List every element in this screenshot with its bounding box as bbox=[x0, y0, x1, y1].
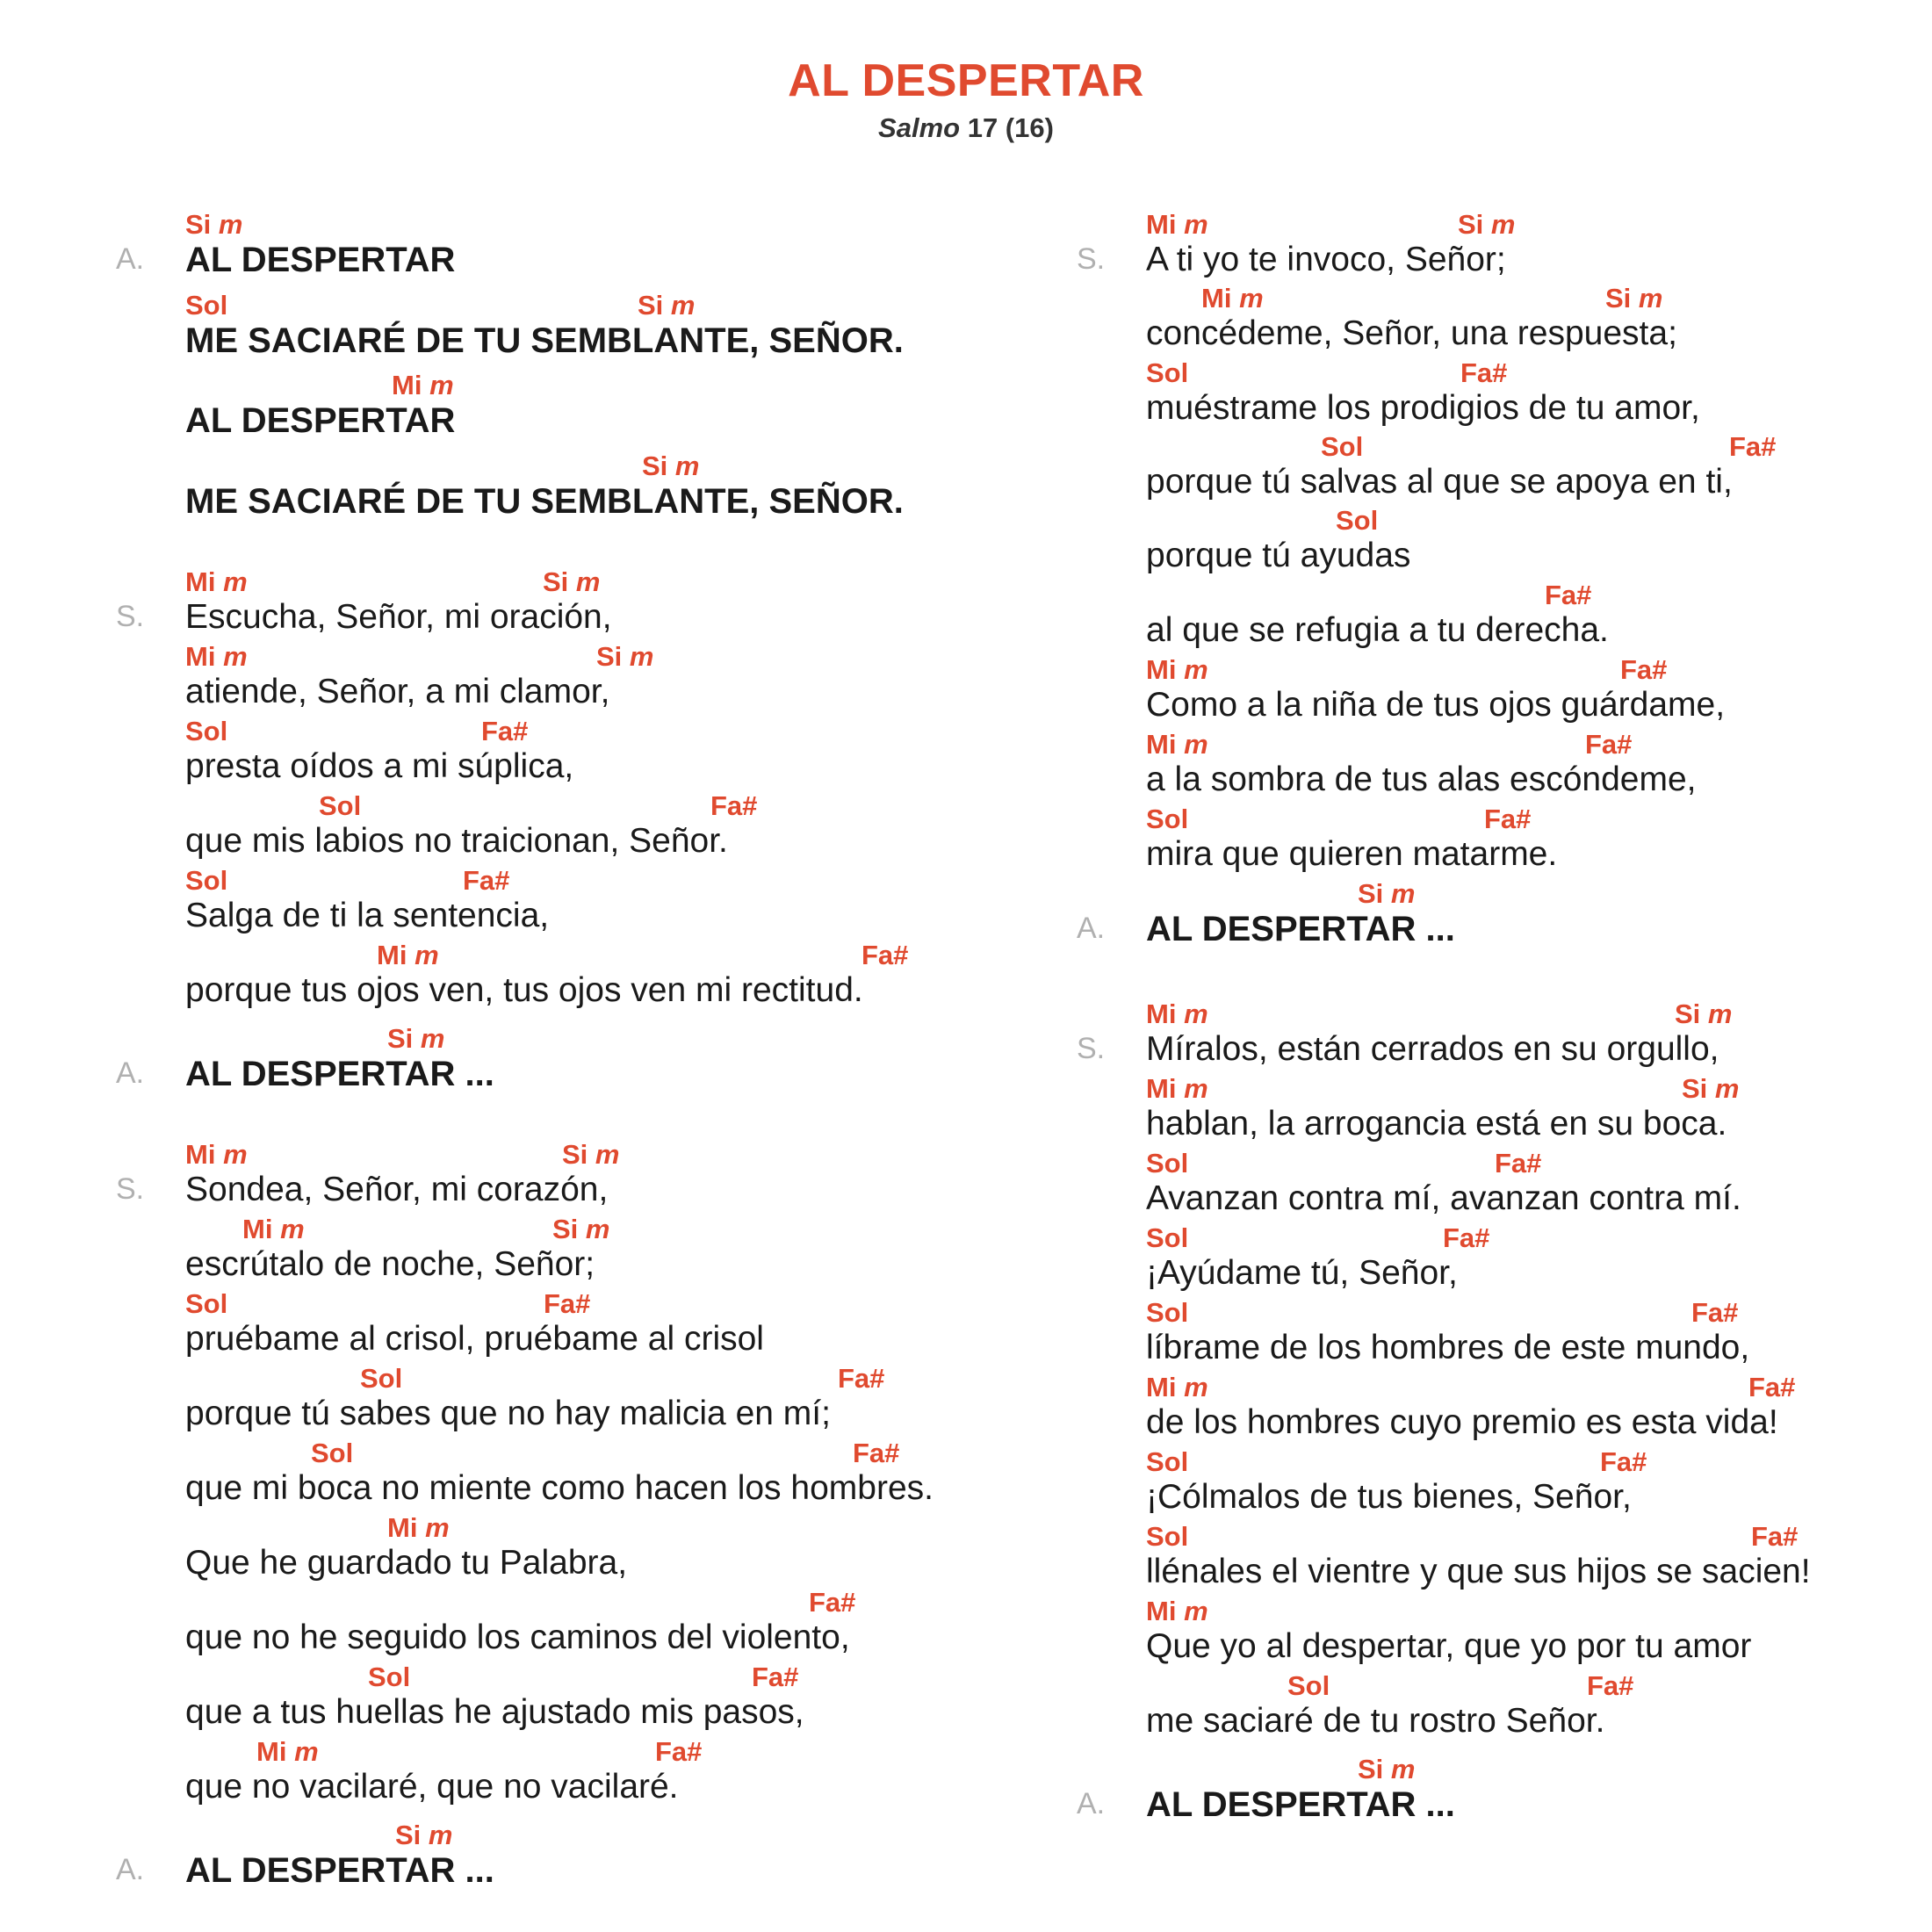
lyric-text: porque tú sabes que no hay malicia en mí; bbox=[185, 1395, 831, 1432]
soloist-marker: S. bbox=[116, 1172, 145, 1206]
chord-root: Sol bbox=[185, 1288, 228, 1319]
chord-label bbox=[1545, 580, 1591, 611]
chord-label bbox=[1146, 1446, 1188, 1478]
chord-label bbox=[543, 566, 601, 598]
chord-row bbox=[1146, 998, 1932, 1034]
chord-row bbox=[1146, 1372, 1932, 1407]
lyric-text: muéstrame los prodigios de tu amor, bbox=[1146, 389, 1700, 427]
chord-quality: m bbox=[428, 1820, 453, 1850]
chord-label bbox=[1748, 1372, 1795, 1403]
chord-row bbox=[1146, 1670, 1932, 1705]
chord-row bbox=[1146, 357, 1932, 393]
chord-label bbox=[638, 290, 696, 321]
lyric-text: que mis labios no traicionan, Señor. bbox=[185, 822, 728, 860]
chord-root: Sol bbox=[1146, 804, 1189, 834]
chord-root: Fa# bbox=[1729, 431, 1777, 462]
chord-root: Mi bbox=[377, 940, 407, 970]
chord-root: Fa# bbox=[1748, 1372, 1796, 1402]
chord-root: Fa# bbox=[1600, 1446, 1647, 1477]
chord-root: Si bbox=[638, 290, 664, 321]
chord-label bbox=[256, 1736, 319, 1768]
chord-row bbox=[1146, 1073, 1932, 1108]
chord-root: Fa# bbox=[463, 865, 510, 896]
chord-label bbox=[311, 1438, 353, 1469]
lyric-text: a la sombra de tus alas escóndeme, bbox=[1146, 761, 1697, 798]
verse-line bbox=[1146, 580, 1932, 660]
verse-line bbox=[1146, 804, 1932, 884]
chord-quality: m bbox=[1239, 283, 1264, 314]
chord-root: Sol bbox=[185, 716, 228, 746]
verse-line bbox=[1146, 357, 1932, 438]
chord-root: Mi bbox=[256, 1736, 287, 1767]
chord-row bbox=[1146, 580, 1932, 615]
chord-quality: m bbox=[280, 1214, 305, 1244]
lyric-text: que no vacilaré, que no vacilaré. bbox=[185, 1768, 679, 1806]
lyric-text: hablan, la arrogancia está en su boca. bbox=[1146, 1105, 1727, 1143]
chord-label bbox=[853, 1438, 899, 1469]
lyric-text: al que se refugia a tu derecha. bbox=[1146, 611, 1609, 649]
chord-label bbox=[1146, 729, 1208, 761]
chord-quality: m bbox=[1184, 209, 1208, 240]
chord-row bbox=[1146, 209, 1932, 244]
chord-root: Mi bbox=[1146, 998, 1177, 1029]
chord-quality: m bbox=[420, 1023, 445, 1054]
chord-label bbox=[1495, 1148, 1541, 1179]
chord-label bbox=[387, 1512, 450, 1544]
chord-label bbox=[544, 1288, 590, 1320]
chord-root: Sol bbox=[1321, 431, 1364, 462]
chord-root: Fa# bbox=[1691, 1297, 1739, 1328]
lyric-text: AL DESPERTAR ... bbox=[185, 1055, 494, 1093]
verse-line bbox=[1146, 1596, 1932, 1676]
antiphon-line bbox=[1077, 878, 1932, 959]
chord-row bbox=[1146, 1754, 1932, 1789]
chord-quality: m bbox=[1638, 283, 1663, 314]
chord-quality: m bbox=[1184, 1596, 1208, 1626]
chord-label bbox=[377, 940, 439, 971]
verse-line bbox=[1146, 1222, 1932, 1303]
lyric-text: A ti yo te invoco, Señor; bbox=[1146, 241, 1506, 278]
chord-label bbox=[1146, 1521, 1188, 1553]
chord-root: Sol bbox=[368, 1662, 411, 1692]
lyric-text: AL DESPERTAR bbox=[185, 401, 456, 440]
chord-root: Mi bbox=[387, 1512, 418, 1543]
lyric-text: Sondea, Señor, mi corazón, bbox=[185, 1171, 609, 1208]
chord-root: Si bbox=[596, 641, 623, 672]
chord-label bbox=[1146, 1596, 1208, 1627]
lyric-text: que no he seguido los caminos del violento, bbox=[185, 1618, 850, 1656]
chord-label bbox=[368, 1662, 410, 1693]
lyric-text: Míralos, están cerrados en su orgullo, bbox=[1146, 1030, 1719, 1068]
chord-root: Sol bbox=[1146, 1446, 1189, 1477]
chord-quality: m bbox=[1184, 1372, 1208, 1402]
chord-root: Fa# bbox=[1585, 729, 1633, 760]
chord-label bbox=[596, 641, 654, 673]
chord-root: Fa# bbox=[1495, 1148, 1542, 1179]
chord-row bbox=[1146, 1148, 1932, 1183]
chord-root: Fa# bbox=[1751, 1521, 1799, 1552]
lyric-text: me saciaré de tu rostro Señor. bbox=[1146, 1702, 1605, 1740]
chord-root: Fa# bbox=[853, 1438, 900, 1468]
chord-row bbox=[1146, 1596, 1932, 1631]
lyric-text: AL DESPERTAR ... bbox=[1146, 910, 1455, 948]
verse-line bbox=[1146, 431, 1932, 512]
chord-root: Fa# bbox=[1587, 1670, 1634, 1701]
chord-quality: m bbox=[629, 641, 654, 672]
assembly-marker: A. bbox=[1077, 1787, 1106, 1820]
chord-label bbox=[752, 1662, 798, 1693]
chord-root: Fa# bbox=[655, 1736, 703, 1767]
lyric-text: llénales el vientre y que sus hijos se sacien! bbox=[1146, 1553, 1811, 1590]
chord-quality: m bbox=[670, 290, 696, 321]
chord-label bbox=[562, 1139, 620, 1171]
chord-label bbox=[1146, 357, 1188, 389]
chord-root: Si bbox=[1458, 209, 1484, 240]
chord-root: Si bbox=[562, 1139, 588, 1170]
chord-row bbox=[1146, 505, 1932, 540]
chord-label bbox=[1146, 1372, 1208, 1403]
chord-root: Si bbox=[1675, 998, 1701, 1029]
chord-label bbox=[1682, 1073, 1740, 1105]
chord-root: Si bbox=[1605, 283, 1632, 314]
chord-label bbox=[861, 940, 908, 971]
chord-root: Sol bbox=[311, 1438, 354, 1468]
chord-root: Si bbox=[1358, 1754, 1384, 1784]
lyric-text: de los hombres cuyo premio es esta vida! bbox=[1146, 1403, 1778, 1441]
verse-line bbox=[1146, 1521, 1932, 1602]
lyric-text: Como a la niña de tus ojos guárdame, bbox=[1146, 686, 1726, 724]
chord-root: Sol bbox=[360, 1363, 403, 1394]
lyric-text: concédeme, Señor, una respuesta; bbox=[1146, 314, 1677, 352]
chord-label bbox=[1600, 1446, 1647, 1478]
lyric-text: porque tus ojos ven, tus ojos ven mi rectitud. bbox=[185, 971, 863, 1009]
lyric-text: Que he guardado tu Palabra, bbox=[185, 1544, 628, 1582]
lyric-text: ¡Ayúdame tú, Señor, bbox=[1146, 1254, 1458, 1292]
verse-line bbox=[1146, 1148, 1932, 1229]
chord-label bbox=[185, 641, 248, 673]
chord-label bbox=[1146, 1148, 1188, 1179]
lyric-text: porque tú salvas al que se apoya en ti, bbox=[1146, 463, 1733, 501]
chord-label bbox=[185, 716, 227, 747]
chord-label bbox=[838, 1363, 884, 1395]
lyric-text: ME SACIARÉ DE TU SEMBLANTE, SEÑOR. bbox=[185, 321, 904, 360]
lyric-text: AL DESPERTAR ... bbox=[1146, 1785, 1455, 1824]
chord-label bbox=[1358, 1754, 1416, 1785]
chord-root: Fa# bbox=[1443, 1222, 1490, 1253]
chord-root: Si bbox=[395, 1820, 422, 1850]
chord-quality: m bbox=[1184, 998, 1208, 1029]
verse-line bbox=[1077, 998, 1932, 1079]
chord-quality: m bbox=[415, 940, 439, 970]
verse-line bbox=[1146, 1372, 1932, 1453]
chord-root: Mi bbox=[1146, 209, 1177, 240]
chord-root: Sol bbox=[1146, 357, 1189, 388]
lyric-text: Salga de ti la sentencia, bbox=[185, 897, 550, 934]
chord-label bbox=[710, 790, 757, 822]
chord-label bbox=[1146, 654, 1208, 686]
chord-label bbox=[642, 451, 700, 482]
chord-label bbox=[1587, 1670, 1633, 1702]
verse-line bbox=[1146, 1073, 1932, 1154]
chord-quality: m bbox=[1184, 1073, 1208, 1104]
chord-label bbox=[552, 1214, 610, 1245]
soloist-marker: S. bbox=[1077, 242, 1106, 276]
chord-quality: m bbox=[223, 1139, 248, 1170]
chord-quality: m bbox=[223, 641, 248, 672]
chord-label bbox=[1460, 357, 1507, 389]
lyric-text: Avanzan contra mí, avanzan contra mí. bbox=[1146, 1179, 1741, 1217]
chord-row bbox=[1146, 804, 1932, 839]
chord-root: Fa# bbox=[544, 1288, 591, 1319]
chord-row bbox=[1146, 283, 1932, 318]
chord-label bbox=[1751, 1521, 1798, 1553]
song-title: AL DESPERTAR bbox=[788, 55, 1144, 106]
chord-label bbox=[1321, 431, 1363, 463]
chord-root: Mi bbox=[1146, 729, 1177, 760]
chord-label bbox=[360, 1363, 402, 1395]
chord-root: Fa# bbox=[1545, 580, 1592, 610]
lyric-text: Que yo al despertar, que yo por tu amor bbox=[1146, 1627, 1752, 1665]
soloist-marker: S. bbox=[116, 600, 145, 633]
verse-line bbox=[1146, 729, 1932, 810]
chord-label bbox=[1691, 1297, 1738, 1329]
chord-row bbox=[1146, 1297, 1932, 1332]
chord-row bbox=[1146, 1446, 1932, 1481]
chord-label bbox=[1146, 1297, 1188, 1329]
chord-quality: m bbox=[425, 1512, 450, 1543]
lyric-text: AL DESPERTAR ... bbox=[185, 1851, 494, 1890]
chord-root: Mi bbox=[1146, 1073, 1177, 1104]
assembly-marker: A. bbox=[1077, 912, 1106, 945]
chord-label bbox=[463, 865, 509, 897]
chord-label bbox=[1146, 209, 1208, 241]
chord-root: Mi bbox=[392, 370, 422, 400]
assembly-marker: A. bbox=[116, 1056, 145, 1090]
chord-root: Mi bbox=[1146, 1596, 1177, 1626]
chord-label bbox=[1675, 998, 1733, 1030]
chord-root: Sol bbox=[1146, 1297, 1189, 1328]
chord-label bbox=[1336, 505, 1378, 537]
chord-root: Fa# bbox=[710, 790, 758, 821]
lyric-text: escrútalo de noche, Señor; bbox=[185, 1245, 595, 1283]
chord-root: Fa# bbox=[1484, 804, 1532, 834]
chord-root: Si bbox=[1358, 878, 1384, 909]
chord-quality: m bbox=[1184, 729, 1208, 760]
chord-quality: m bbox=[1714, 1073, 1740, 1104]
lyric-text: Escucha, Señor, mi oración, bbox=[185, 598, 612, 636]
chord-label bbox=[1146, 1222, 1188, 1254]
chord-root: Mi bbox=[1146, 654, 1177, 685]
chord-label bbox=[1287, 1670, 1330, 1702]
chord-root: Fa# bbox=[838, 1363, 885, 1394]
chord-root: Si bbox=[387, 1023, 414, 1054]
chord-label bbox=[809, 1587, 855, 1618]
chord-label bbox=[392, 370, 454, 401]
chord-root: Fa# bbox=[809, 1587, 856, 1618]
chord-label bbox=[1358, 878, 1416, 910]
chord-root: Mi bbox=[185, 566, 216, 597]
chord-label bbox=[185, 209, 243, 241]
chord-quality: m bbox=[595, 1139, 620, 1170]
soloist-marker: S. bbox=[1077, 1032, 1106, 1065]
assembly-marker: A. bbox=[116, 1853, 145, 1886]
chord-root: Fa# bbox=[1460, 357, 1508, 388]
chord-label bbox=[1146, 998, 1208, 1030]
chord-root: Sol bbox=[1146, 1521, 1189, 1552]
chord-root: Si bbox=[185, 209, 212, 240]
verse-line bbox=[1146, 283, 1932, 364]
chord-label bbox=[481, 716, 528, 747]
lyric-text: que a tus huellas he ajustado mis pasos, bbox=[185, 1693, 804, 1731]
verse-line bbox=[1146, 505, 1932, 586]
chord-root: Si bbox=[543, 566, 569, 597]
chord-root: Mi bbox=[185, 641, 216, 672]
chord-row bbox=[1146, 729, 1932, 764]
chord-label bbox=[185, 290, 227, 321]
chord-label bbox=[387, 1023, 445, 1055]
chord-row bbox=[1146, 878, 1932, 913]
chord-root: Si bbox=[1682, 1073, 1708, 1104]
chord-label bbox=[185, 566, 248, 598]
chord-root: Si bbox=[642, 451, 668, 481]
chord-label bbox=[1605, 283, 1663, 314]
chord-label bbox=[395, 1820, 453, 1851]
chord-row bbox=[1146, 654, 1932, 689]
chord-label bbox=[1201, 283, 1264, 314]
chord-root: Sol bbox=[319, 790, 362, 821]
chord-root: Sol bbox=[185, 865, 228, 896]
chord-quality: m bbox=[585, 1214, 610, 1244]
chord-quality: m bbox=[674, 451, 700, 481]
verse-line bbox=[1077, 209, 1932, 290]
chord-root: Mi bbox=[242, 1214, 273, 1244]
chord-quality: m bbox=[218, 209, 243, 240]
chord-root: Sol bbox=[1287, 1670, 1330, 1701]
chord-root: Sol bbox=[1146, 1222, 1189, 1253]
chord-root: Sol bbox=[1336, 505, 1379, 536]
chord-quality: m bbox=[1707, 998, 1733, 1029]
chord-row bbox=[1146, 1521, 1932, 1556]
chord-label bbox=[1146, 1073, 1208, 1105]
chord-root: Fa# bbox=[481, 716, 529, 746]
lyric-text: pruébame al crisol, pruébame al crisol bbox=[185, 1320, 764, 1358]
chord-quality: m bbox=[429, 370, 454, 400]
chord-label bbox=[1484, 804, 1531, 835]
assembly-marker: A. bbox=[116, 242, 145, 276]
verse-line bbox=[1146, 1446, 1932, 1527]
chord-quality: m bbox=[294, 1736, 319, 1767]
chord-root: Mi bbox=[1201, 283, 1232, 314]
lyric-text: atiende, Señor, a mi clamor, bbox=[185, 673, 610, 710]
chord-root: Fa# bbox=[861, 940, 909, 970]
chord-row bbox=[1146, 431, 1932, 466]
chord-label bbox=[1443, 1222, 1489, 1254]
chord-root: Si bbox=[552, 1214, 579, 1244]
chord-root: Fa# bbox=[1620, 654, 1668, 685]
chord-root: Fa# bbox=[752, 1662, 799, 1692]
chord-row bbox=[1146, 1222, 1932, 1258]
lyric-text: ME SACIARÉ DE TU SEMBLANTE, SEÑOR. bbox=[185, 482, 904, 521]
lyric-text: mira que quieren matarme. bbox=[1146, 835, 1558, 873]
lyric-text: AL DESPERTAR bbox=[185, 241, 456, 279]
lyric-text: presta oídos a mi súplica, bbox=[185, 747, 574, 785]
chord-root: Mi bbox=[185, 1139, 216, 1170]
chord-quality: m bbox=[223, 566, 248, 597]
subtitle-number: 17 (16) bbox=[967, 112, 1054, 143]
chord-label bbox=[655, 1736, 702, 1768]
chord-label bbox=[319, 790, 361, 822]
chord-quality: m bbox=[575, 566, 601, 597]
subtitle-prefix: Salmo bbox=[878, 112, 961, 143]
chord-label bbox=[1620, 654, 1667, 686]
verse-line bbox=[1146, 1670, 1932, 1751]
chord-quality: m bbox=[1390, 1754, 1416, 1784]
verse-line bbox=[1146, 1297, 1932, 1378]
chord-root: Sol bbox=[1146, 1148, 1189, 1179]
chord-label bbox=[1585, 729, 1632, 761]
chord-label bbox=[185, 1288, 227, 1320]
chord-quality: m bbox=[1184, 654, 1208, 685]
chord-root: Mi bbox=[1146, 1372, 1177, 1402]
verse-line bbox=[1146, 654, 1932, 735]
right-column bbox=[955, 0, 1921, 1932]
lyric-text: que mi boca no miente como hacen los hombres. bbox=[185, 1469, 934, 1507]
chord-label bbox=[185, 865, 227, 897]
chord-root: Sol bbox=[185, 290, 228, 321]
chord-label bbox=[185, 1139, 248, 1171]
antiphon-line bbox=[1077, 1754, 1932, 1835]
lyric-text: ¡Cólmalos de tus bienes, Señor, bbox=[1146, 1478, 1632, 1516]
chord-quality: m bbox=[1490, 209, 1516, 240]
chord-label bbox=[242, 1214, 305, 1245]
chord-quality: m bbox=[1390, 878, 1416, 909]
lyric-text: líbrame de los hombres de este mundo, bbox=[1146, 1329, 1750, 1366]
chord-label bbox=[1458, 209, 1516, 241]
chord-label bbox=[1146, 804, 1188, 835]
chord-label bbox=[1729, 431, 1776, 463]
lyric-text: porque tú ayudas bbox=[1146, 537, 1411, 574]
